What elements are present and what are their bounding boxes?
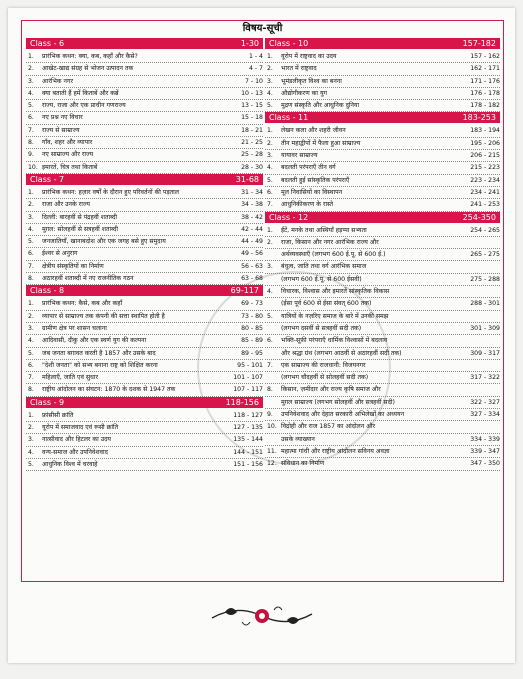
chapter-title: महिलाएँ, जाति एवं सुधार <box>42 374 98 382</box>
chapter-number: 8. <box>28 386 34 394</box>
chapter-number <box>265 372 281 383</box>
toc-row <box>26 311 263 323</box>
chapter-number: 1. <box>267 53 273 60</box>
chapter-title: आदिवासी, दीकु और एक स्वर्ण युग की कल्पना <box>42 337 147 345</box>
chapter-title: क्या बताती हैं हमें किताबें और कब्रें <box>42 89 119 97</box>
chapter-title: (लगभग 600 ई.पू. से 600 ईसवी) <box>281 275 362 283</box>
chapter-title: विचारक, विश्वास और इमारतें सांस्कृतिक विकास <box>281 288 390 296</box>
page-range: 1 - 4 <box>248 53 263 60</box>
toc-row <box>265 138 500 150</box>
chapter-title: बदलती परंपराएँ तीन वर्ग <box>281 164 336 172</box>
toc-row <box>26 137 263 149</box>
page-range: 347 - 350 <box>470 460 500 468</box>
toc-row <box>26 434 263 446</box>
left-column <box>26 38 263 471</box>
page-range: 42 - 44 <box>241 225 263 233</box>
chapter-number: 1. <box>28 53 34 60</box>
toc-frame <box>21 20 504 582</box>
toc-row <box>26 76 263 88</box>
chapter-title: अर्थव्यवस्थाएँ (लगभग 600 ई.पू. से 600 ई.) <box>281 251 386 259</box>
chapter-title: व्यापार से साम्राज्य तक कंपनी की सत्ता स्थापित होती है <box>42 312 165 320</box>
page-range: 63 - 68 <box>241 275 263 283</box>
toc-row <box>26 236 263 248</box>
chapter-number <box>265 348 281 359</box>
chapter-number <box>265 249 281 260</box>
chapter-title: नए साम्राज्य और राज्य <box>42 151 94 159</box>
chapter-number: 6. <box>267 188 273 196</box>
section-header <box>265 112 500 123</box>
page-range: 21 - 25 <box>241 139 263 147</box>
toc-row <box>265 409 500 421</box>
chapter-number: 5. <box>28 238 34 246</box>
page-range: 254 - 265 <box>470 226 500 234</box>
chapter-number: 7. <box>267 201 273 209</box>
chapter-number: 5. <box>267 176 273 184</box>
chapter-title: क्षेत्रीय संस्कृतियों का निर्माण <box>42 262 104 270</box>
chapter-number: 5. <box>28 349 34 357</box>
chapter-number <box>265 298 281 309</box>
chapter-title: आधुनिकीकरण के रास्ते <box>281 201 334 209</box>
toc-row <box>265 274 500 286</box>
page-range: 334 - 339 <box>470 435 500 443</box>
chapter-title: राजा, किसान और नगर आरंभिक राज्य और <box>281 238 379 246</box>
page-range: 10 - 13 <box>241 89 263 97</box>
chapter-number: 7. <box>28 126 34 134</box>
toc-row <box>265 458 500 470</box>
chapter-title: राज्य से साम्राज्य <box>42 126 80 134</box>
chapter-title: प्रारंभिक कथन: कैसे, कब और कहाँ <box>42 300 123 308</box>
page-range: 135 - 144 <box>233 436 263 444</box>
toc-row <box>26 51 263 63</box>
toc-row <box>26 298 263 310</box>
page-range: 7 - 10 <box>245 77 263 85</box>
toc-row <box>26 199 263 211</box>
chapter-number: 3. <box>28 77 34 85</box>
page-range: 288 - 301 <box>470 300 500 308</box>
chapter-title: भूमंडलीकृत विश्व का बनना <box>281 77 342 85</box>
toc-row <box>26 410 263 422</box>
section-class: Class - 6 <box>30 39 65 48</box>
toc-row <box>265 348 500 360</box>
chapter-number: 1. <box>267 226 273 234</box>
page-range: 118 - 127 <box>233 411 263 419</box>
toc-row <box>265 360 500 372</box>
toc-row <box>26 125 263 137</box>
toc-row <box>265 162 500 174</box>
page-range: 107 - 117 <box>233 386 263 394</box>
toc-row <box>26 224 263 236</box>
page-range <box>497 286 500 297</box>
page-range: 195 - 206 <box>470 139 500 147</box>
page-range <box>497 335 500 346</box>
chapter-number: 2. <box>28 201 34 209</box>
chapter-title: नए प्रश्न नए विचार <box>42 114 83 122</box>
chapter-title: विद्रोही और राज 1857 का आंदोलन और <box>281 423 376 431</box>
chapter-title: मुग़ल: सोलहवीं से सत्रहवीं शताब्दी <box>42 225 119 233</box>
chapter-number: 10. <box>28 163 38 171</box>
section-header <box>26 285 263 296</box>
toc-row <box>265 421 500 433</box>
section-range: 157-182 <box>462 39 496 48</box>
chapter-number: 3. <box>267 263 273 271</box>
toc-row <box>26 100 263 112</box>
chapter-number: 1. <box>28 411 34 419</box>
section-class: Class - 8 <box>30 286 65 296</box>
chapter-number: 11. <box>267 447 277 455</box>
chapter-title: यूरोप में समाजवाद एवं रूसी क्रांति <box>42 424 119 432</box>
toc-row <box>265 175 500 187</box>
page-range: 309 - 317 <box>470 349 500 357</box>
floral-ornament-icon <box>207 596 317 636</box>
chapter-title: किसान, ज़मींदार और राज्य कृषि समाज और <box>281 386 381 394</box>
page-range: 73 - 80 <box>241 312 263 320</box>
toc-row <box>26 323 263 335</box>
page-range: 176 - 178 <box>470 89 500 97</box>
page-range: 339 - 347 <box>470 447 500 455</box>
chapter-title: मुद्रण संस्कृति और आधुनिक दुनिया <box>281 102 360 110</box>
page-range <box>497 421 500 432</box>
toc-row <box>265 298 500 310</box>
chapter-number: 3. <box>28 324 34 332</box>
chapter-number: 8. <box>28 139 34 147</box>
chapter-title: ग्रामीण क्षेत्र पर शासन चलाना <box>42 324 107 332</box>
chapter-number: 9. <box>267 411 273 419</box>
page-range <box>497 384 500 395</box>
chapter-title: वन्य-समाज और उपनिवेशवाद <box>42 448 108 456</box>
page-range: 223 - 234 <box>470 176 500 184</box>
page-range: 178 - 182 <box>470 102 500 110</box>
chapter-number <box>265 397 281 408</box>
page-range <box>497 360 500 371</box>
chapter-title: राष्ट्रीय आंदोलन का संघटन: 1870 के दशक से 1947 तक <box>42 386 176 394</box>
page-range <box>497 311 500 322</box>
toc-row <box>265 286 500 298</box>
chapter-title: प्रारंभिक कथन: क्या, कब, कहाँ और कैसे? <box>42 53 138 60</box>
chapter-title: राजा और उनके राज्य <box>42 201 90 209</box>
chapter-number: 2. <box>267 238 273 246</box>
toc-row <box>26 112 263 124</box>
toc-row <box>265 372 500 384</box>
chapter-title: एक साम्राज्य की राजधानी: विजयनगर <box>281 361 366 369</box>
toc-row <box>265 335 500 347</box>
chapter-number: 4. <box>267 288 273 296</box>
chapter-title: फ्रांसीसी क्रांति <box>42 411 74 419</box>
chapter-title: औद्योगीकरण का युग <box>281 89 328 97</box>
chapter-title: "देशी जनता" को सभ्य बनाना राष्ट्र को शिक्षित करना <box>42 361 158 369</box>
page-range: 49 - 56 <box>241 250 263 258</box>
toc-row <box>26 348 263 360</box>
toc-row <box>265 88 500 100</box>
chapter-number: 6. <box>28 114 34 122</box>
page-title: विषय-सूची <box>242 23 283 34</box>
toc-row <box>26 63 263 75</box>
toc-row <box>26 212 263 224</box>
page-range: 85 - 89 <box>241 337 263 345</box>
chapter-number: 3. <box>267 152 273 160</box>
chapter-title: जब जनता बग़ावत करती है 1857 और उसके बाद <box>42 349 156 357</box>
chapter-title: नात्सीवाद और हिटलर का उदय <box>42 436 111 444</box>
toc-row <box>265 446 500 458</box>
chapter-title: दिल्ली: बारहवीं से पंद्रहवीं शताब्दी <box>42 213 118 221</box>
toc-row <box>26 447 263 459</box>
toc-row <box>26 162 263 174</box>
chapter-title: इमारतें, चित्र तथा किताबें <box>42 163 98 171</box>
page-range <box>497 237 500 248</box>
chapter-number: 7. <box>28 374 34 382</box>
page-range: 241 - 253 <box>470 201 500 209</box>
chapter-number: 1. <box>28 188 34 196</box>
page-range: 162 - 171 <box>470 65 500 73</box>
section-class: Class - 11 <box>269 113 309 123</box>
page-range: 151 - 156 <box>233 460 263 468</box>
chapter-number: 4. <box>28 89 34 97</box>
toc-row <box>26 360 263 372</box>
chapter-number: 5. <box>267 102 273 110</box>
toc-row <box>265 63 500 75</box>
chapter-title: गाँव, शहर और व्यापार <box>42 139 93 147</box>
section-header <box>265 212 500 223</box>
chapter-title: उपनिवेशवाद और देहात सरकारी अभिलेखों का अध्ययन <box>281 411 405 419</box>
toc-row <box>265 397 500 409</box>
page-range: 183 - 194 <box>470 127 500 135</box>
toc-row <box>265 311 500 323</box>
chapter-number: 8. <box>28 275 34 283</box>
chapter-title: लेखन कला और शहरी जीवन <box>281 127 346 135</box>
page-range <box>497 261 500 272</box>
toc-row <box>265 237 500 249</box>
section-class: Class - 12 <box>269 212 309 222</box>
toc-row <box>26 372 263 384</box>
chapter-number <box>265 434 281 445</box>
toc-row <box>26 88 263 100</box>
section-range: 1-30 <box>240 39 259 48</box>
page-range: 89 - 95 <box>241 349 263 357</box>
chapter-title: भारत में राष्ट्रवाद <box>281 65 317 73</box>
page-range: 18 - 21 <box>241 126 263 134</box>
chapter-title: जनजातियाँ, खानाबदोश और एक जगह बसे हुए समुदाय <box>42 238 166 246</box>
chapter-number: 3. <box>28 436 34 444</box>
toc-row <box>265 323 500 335</box>
chapter-title: बदलती हुई सांस्कृतिक परंपराएँ <box>281 176 350 184</box>
page-range: 80 - 85 <box>241 324 263 332</box>
chapter-title: यायावर साम्राज्य <box>281 152 318 160</box>
chapter-title: प्रारंभिक कथन: हज़ार वर्षों के दौरान हुए परिवर्तनों की पड़ताल <box>42 188 179 196</box>
chapter-number: 5. <box>267 312 273 320</box>
chapter-title: (लगभग चौदहवीं से सोलहवीं सदी तक) <box>281 374 369 382</box>
page-range: 28 - 30 <box>241 163 263 171</box>
toc-row <box>265 384 500 396</box>
page-range: 206 - 215 <box>470 152 500 160</box>
toc-row <box>26 273 263 285</box>
chapter-number: 10. <box>267 423 277 431</box>
chapter-number: 9. <box>28 151 34 159</box>
chapter-title: संविधान का निर्माण <box>281 460 325 468</box>
page-range: 265 - 275 <box>470 251 500 259</box>
section-header <box>26 38 263 49</box>
toc-row <box>265 187 500 199</box>
section-range: 69-117 <box>230 286 259 296</box>
page-range: 157 - 162 <box>470 53 500 60</box>
page-range: 95 - 101 <box>237 361 263 369</box>
toc-row <box>26 187 263 199</box>
toc-row <box>26 384 263 396</box>
chapter-title: आखेट-खाद्य संग्रह से भोजन उत्पादन तक <box>42 65 134 73</box>
chapter-number: 4. <box>267 89 273 97</box>
chapter-number: 3. <box>28 213 34 221</box>
page-range: 327 - 334 <box>470 411 500 419</box>
chapter-number: 2. <box>267 65 273 73</box>
toc-row <box>265 261 500 273</box>
chapter-title: भक्ति-सूफ़ी परंपराएँ धार्मिक विश्वासों में बदलाव <box>281 337 388 345</box>
toc-row <box>26 149 263 161</box>
chapter-number: 4. <box>28 448 34 456</box>
page-range: 13 - 15 <box>241 102 263 110</box>
page-range: 171 - 176 <box>470 77 500 85</box>
page-range: 69 - 73 <box>241 300 263 308</box>
chapter-title: (ईसा पूर्व 600 से ईसा संवत् 600 तक) <box>281 300 372 308</box>
toc-row <box>26 335 263 347</box>
chapter-title: आरंभिक नगर <box>42 77 73 85</box>
chapter-title: राज्य, राजा और एक प्राचीन गणराज्य <box>42 102 126 110</box>
chapter-number: 4. <box>28 225 34 233</box>
page-range: 275 - 288 <box>470 275 500 283</box>
page-range: 144 - 151 <box>233 448 263 456</box>
section-class: Class - 7 <box>30 174 65 184</box>
page-range: 25 - 28 <box>241 151 263 159</box>
page-range: 31 - 34 <box>241 188 263 196</box>
chapter-number: 6. <box>267 337 273 345</box>
chapter-number: 1. <box>267 127 273 135</box>
chapter-title: और श्रद्धा ग्रंथ (लगभग आठवीं से अठारहवीं सदी तक) <box>281 349 402 357</box>
toc-row <box>265 225 500 237</box>
page-range: 127 - 135 <box>233 424 263 432</box>
page <box>8 8 515 663</box>
chapter-number: 3. <box>267 77 273 85</box>
section-header <box>26 174 263 185</box>
section-header <box>265 38 500 49</box>
toc-row <box>265 100 500 112</box>
section-range: 254-350 <box>462 212 496 222</box>
chapter-title: महात्मा गांधी और राष्ट्रीय आंदोलन सविनय अवज्ञा <box>281 447 390 455</box>
section-range: 31-68 <box>235 174 259 184</box>
chapter-number <box>265 323 281 334</box>
right-column <box>265 38 500 471</box>
section-header <box>26 397 263 408</box>
toc-row <box>26 261 263 273</box>
chapter-number: 1. <box>28 300 34 308</box>
page-range: 34 - 38 <box>241 201 263 209</box>
chapter-number: 7. <box>28 262 34 270</box>
section-class: Class - 9 <box>30 397 65 407</box>
chapter-number: 2. <box>28 65 34 73</box>
chapter-title: यात्रियों के नज़रिए समाज के बारे में उनकी समझ <box>281 312 389 320</box>
page-range: 322 - 327 <box>470 398 500 406</box>
section-range: 183-253 <box>462 113 496 123</box>
toc-row <box>265 249 500 261</box>
chapter-title: (लगभग दसवीं से सत्रहवीं सदी तक) <box>281 324 362 332</box>
page-range: 215 - 223 <box>470 164 500 172</box>
chapter-title: बंधुत्व, जाति तथा वर्ग आरंभिक समाज <box>281 263 367 271</box>
toc-row <box>265 434 500 446</box>
chapter-title: मूल निवासियों का विस्थापन <box>281 188 343 196</box>
page-range: 4 - 7 <box>248 65 263 73</box>
page-range: 56 - 63 <box>241 262 263 270</box>
section-class: Class - 10 <box>269 39 309 48</box>
chapter-number: 2. <box>28 424 34 432</box>
toc-row <box>26 248 263 260</box>
page-range: 38 - 42 <box>241 213 263 221</box>
chapter-title: उसके व्याख्यान <box>281 435 315 443</box>
chapter-title: ईश्वर से अनुराग <box>42 250 78 258</box>
chapter-number: 7. <box>267 361 273 369</box>
toc-row <box>26 459 263 471</box>
chapter-number <box>265 274 281 285</box>
page-range: 44 - 49 <box>241 238 263 246</box>
page-range: 234 - 241 <box>470 188 500 196</box>
chapter-number: 6. <box>28 361 34 369</box>
chapter-title: ईंटें, मनके तथा अस्थियाँ हड़प्पा सभ्यता <box>281 226 367 234</box>
toc-row <box>26 422 263 434</box>
chapter-title: आधुनिक विश्व में चरवाहे <box>42 460 98 468</box>
chapter-number: 5. <box>28 102 34 110</box>
chapter-number: 4. <box>28 337 34 345</box>
toc-row <box>265 76 500 88</box>
toc-row <box>265 51 500 63</box>
chapter-title: यूरोप में राष्ट्रवाद का उदय <box>281 53 337 60</box>
section-range: 118-156 <box>225 397 259 407</box>
chapter-number: 2. <box>267 139 273 147</box>
toc-row <box>265 150 500 162</box>
chapter-title: मुग़ल साम्राज्य (लगभग सोलहवीं और सत्रहवीं सदी) <box>281 398 395 406</box>
toc-row <box>265 125 500 137</box>
chapter-title: तीन महाद्वीपों में फैला हुआ साम्राज्य <box>281 139 361 147</box>
toc-row <box>265 199 500 211</box>
chapter-number: 12. <box>267 460 277 468</box>
page-range: 101 - 107 <box>233 374 263 382</box>
chapter-number: 2. <box>28 312 34 320</box>
page-range: 317 - 322 <box>470 374 500 382</box>
chapter-number: 4. <box>267 164 273 172</box>
chapter-number: 5. <box>28 460 34 468</box>
chapter-number: 6. <box>28 250 34 258</box>
page-range: 15 - 18 <box>241 114 263 122</box>
page-range: 301 - 309 <box>470 324 500 332</box>
chapter-number: 8. <box>267 386 273 394</box>
chapter-title: अठारहवीं शताब्दी में नए राजनीतिक गठन <box>42 275 134 283</box>
